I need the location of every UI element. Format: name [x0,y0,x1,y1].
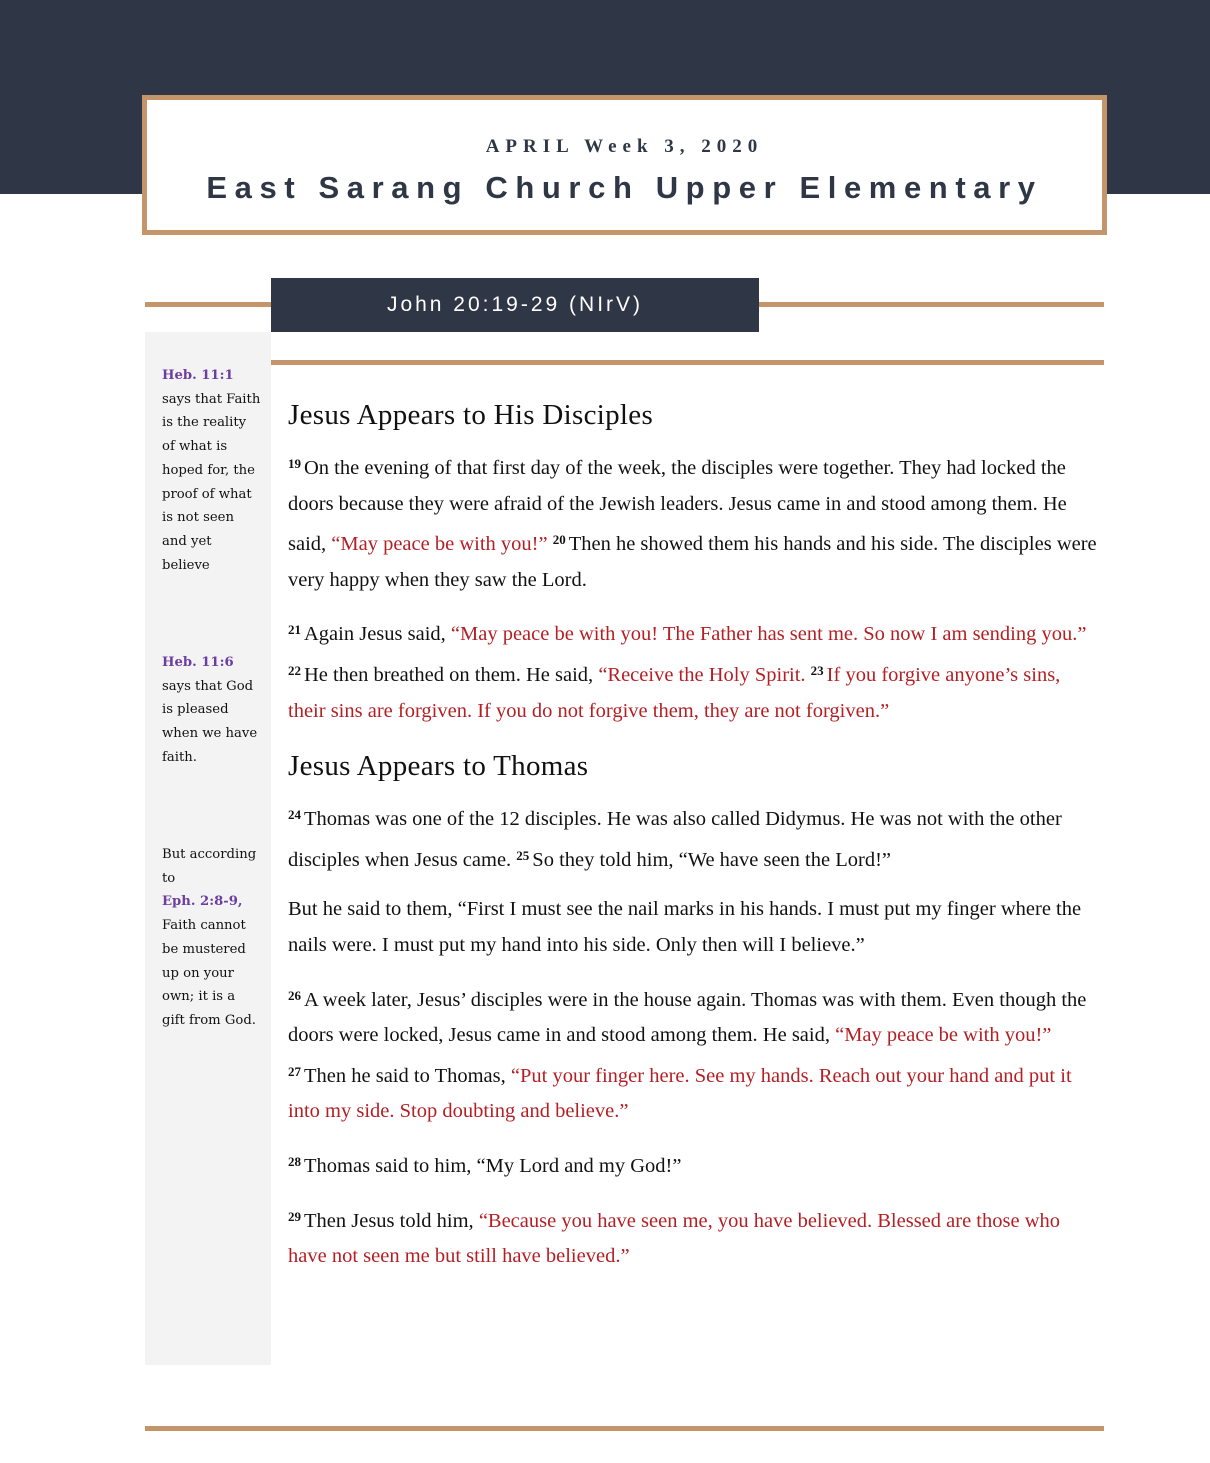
divider-under-reference [271,360,1104,365]
verse-paragraph [288,797,1098,878]
words-of-jesus: If you forgive anyone’s sins, their sins are forgiven. If you do not forgive them, they are not forgiven.” [288,663,1061,722]
sidebar-notes [145,332,271,1365]
verse-text: Then he said to Thomas, [304,1064,511,1087]
words-of-jesus: “May peace be with you!” [331,533,548,556]
note-reference: Heb. 11:6 [162,655,234,670]
verse-number: 29 [288,1208,301,1224]
verse-number: 25 [516,847,530,863]
verse-paragraph [288,1144,1098,1185]
note-text: Faith cannot be mustered up on your own; it is a gift from God. [162,918,256,1028]
verse-text: Thomas was one of the 12 disciples. He was also called Didymus. He was not with the other disciples when Jesus came. [288,808,1062,871]
section-heading: Jesus Appears to His Disciples [288,399,654,431]
note-text: says that Faith is the reality of what is hoped for, the proof of what is not seen and yet believe [162,391,261,573]
verse-paragraph [288,446,1098,598]
words-of-jesus: “Receive the Holy Spirit. [598,663,811,686]
verse-text: Then he showed them his hands and his side. The disciples were very happy when they saw the Lord. [288,533,1097,591]
note-text: But according to [162,847,257,886]
verse-text: Again Jesus said, [304,623,451,646]
verse-number: 21 [288,622,301,638]
section-heading: Jesus Appears to Thomas [288,750,589,783]
scripture-reference: John 20:19-29 (NIrV) [271,278,759,332]
verse-paragraph [288,1199,1098,1275]
note-text: says that God is pleased when we have faith. [162,678,258,765]
verse-number: 20 [552,532,566,548]
verse-text [548,533,553,555]
verse-paragraph [288,892,1098,963]
words-of-jesus: “May peace be with you!” [835,1024,1052,1047]
verse-text: A week later, Jesus’ disciples were in the house again. Thomas was with them. Even though the doors were locked, Jesus came in and stood among them. He said, [288,988,1087,1047]
verse-paragraph [288,612,1098,729]
verse-number: 26 [288,987,301,1003]
verse-paragraph [288,978,1098,1130]
sidebar-note [162,364,262,577]
bulletin-title: East Sarang Church Upper Elementary [206,170,1043,205]
words-of-jesus: “Put your finger here. See my hands. Reach out your hand and put it into my side. Stop doubting and believe.” [288,1064,1072,1123]
divider-left [145,302,271,307]
sidebar-note [162,651,262,770]
words-of-jesus: “May peace be with you! The Father has sent me. So now I am sending you.” [450,623,1087,646]
verse-text: But he said to them, “First I must see the nail marks in his hands. I must put my finger where the nails were. I must put my hand into his side. Only then will I believe.” [288,898,1082,956]
scripture-body [288,392,1098,1289]
verse-text: On the evening of that first day of the week, the disciples were together. They had locked the doors because they were afraid of the Jewish leaders. Jesus came in and stood among them. He said, [288,457,1067,556]
sidebar-note [162,843,262,1033]
verse-number: 23 [810,662,824,678]
divider-footer [145,1426,1104,1431]
verse-text: Thomas said to him, “My Lord and my God!” [304,1154,682,1177]
bulletin-date: APRIL Week 3, 2020 [485,136,764,157]
verse-number: 27 [288,1063,301,1079]
words-of-jesus: “Because you have seen me, you have believed. Blessed are those who have not seen me but still have believed.” [288,1209,1061,1268]
verse-number: 22 [288,662,301,678]
title-box [142,95,1107,235]
note-reference: Eph. 2:8-9, [162,894,243,910]
verse-number: 28 [288,1153,301,1169]
verse-number: 19 [288,456,301,471]
divider-right [759,302,1104,307]
note-reference: Heb. 11:1 [162,368,234,383]
verse-text: Then Jesus told him, [304,1209,479,1232]
verse-text: So they told him, “We have seen the Lord!” [532,848,891,871]
verse-text: He then breathed on them. He said, [304,663,599,686]
verse-number: 24 [288,807,301,823]
